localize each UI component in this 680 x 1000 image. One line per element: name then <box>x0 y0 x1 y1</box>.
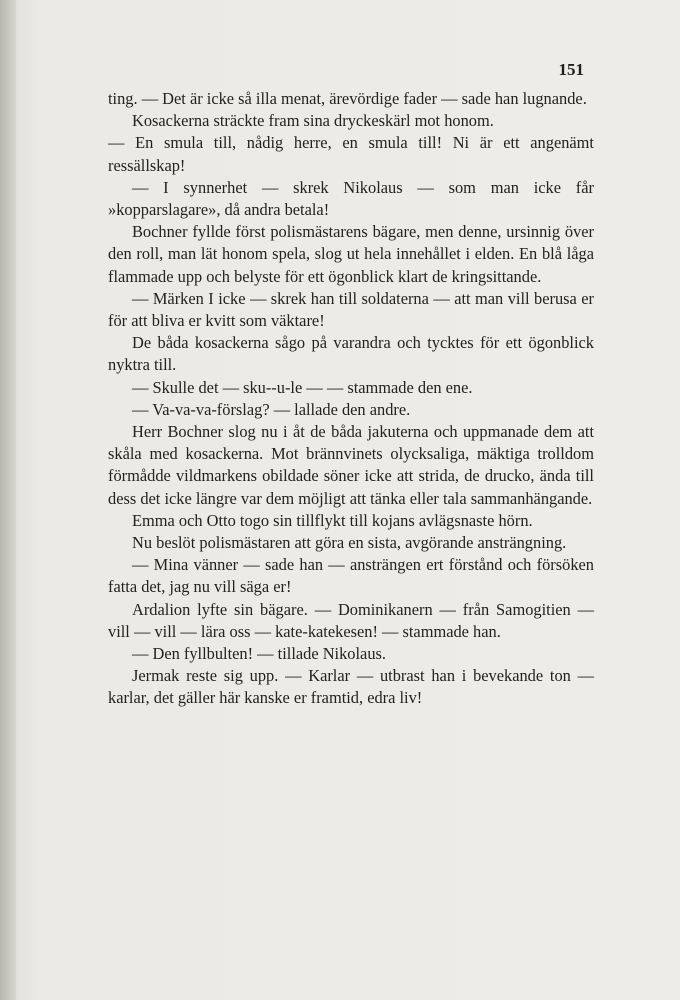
paragraph: Bochner fyllde först polismästarens bägare, men denne, ursinnig över den roll, man lät honom spela, slog ut hela innehållet i elden. En blå låga flammade upp och belyste för ett ögonblick klart de kringsittande. <box>108 222 594 286</box>
paragraph: — Mina vänner — sade han — ansträngen ert förstånd och försöken fatta det, jag nu vill säga er! <box>108 555 594 597</box>
page-number: 151 <box>558 60 584 79</box>
body-text <box>108 88 594 710</box>
paragraph: — Den fyllbulten! — tillade Nikolaus. <box>132 644 387 664</box>
paragraph: Jermak reste sig upp. — Karlar — utbrast han i bevekande ton — karlar, det gäller här kanske er framtid, edra liv! <box>108 666 594 708</box>
paragraph: — Märken I icke — skrek han till soldaterna — att man vill berusa er för att bliva er kvitt som väktare! <box>108 288 594 331</box>
paragraph: ting. — Det är icke så illa menat, ärevördige fader — sade han lugnande. <box>108 89 587 108</box>
paragraph: — Skulle det — sku--u-le — — stammade den ene. <box>132 377 473 397</box>
book-spine-shadow <box>0 0 16 1000</box>
paragraph: Emma och Otto togo sin tillflykt till kojans avlägsnaste hörn. <box>132 510 533 530</box>
paragraph: Nu beslöt polismästaren att göra en sista, avgörande ansträngning. <box>132 533 567 553</box>
paragraph: — Va-va-va-förslag? — lallade den andre. <box>132 399 411 419</box>
paragraph: Ardalion lyfte sin bägare. — Dominikanern — från Samogitien — vill — vill — lära oss — kate-katekesen! — stammade han. <box>108 599 594 641</box>
paragraph: Herr Bochner slog nu i åt de båda jakuterna och uppmanade dem att skåla med kosackerna. Mot brännvinets olycksaliga, mäktiga trolldom förmådde vildmarkens obildade söner icke att strida, de drucko, ända till dess det icke längre var dem möjligt att tänka eller tala sammanhängande. <box>108 422 594 508</box>
paragraph: De båda kosackerna sågo på varandra och tycktes för ett ögonblick nyktra till. <box>108 333 594 375</box>
paragraph: — I synnerhet — skrek Nikolaus — som man icke får »kopparslagare», då andra betala! <box>108 177 594 220</box>
paragraph: Kosackerna sträckte fram sina dryckeskärl mot honom. <box>132 111 494 131</box>
paragraph: — En smula till, nådig herre, en smula till! Ni är ett angenämt ressällskap! <box>108 133 594 175</box>
